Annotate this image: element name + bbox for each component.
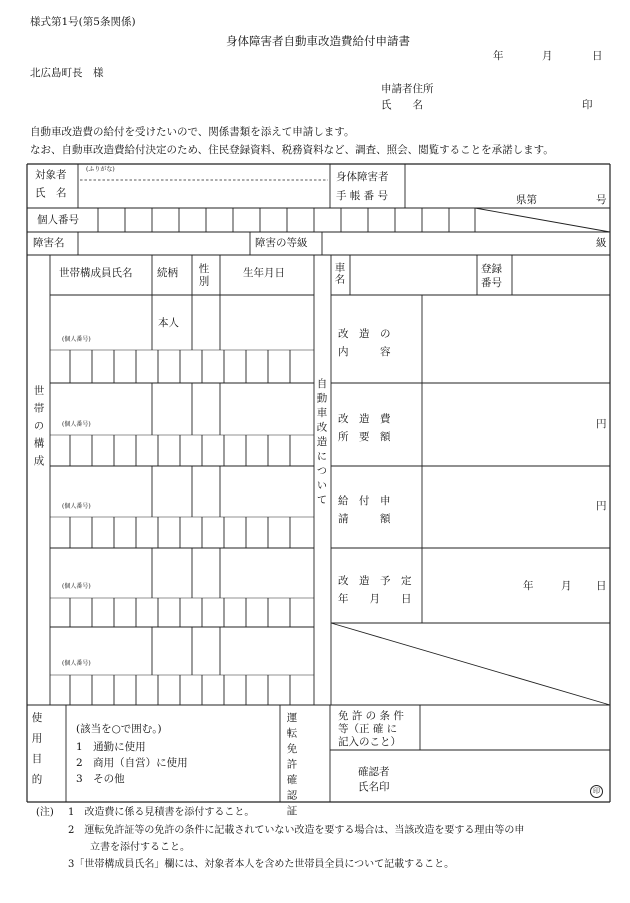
date-year[interactable]: 年 [493, 50, 504, 62]
confirmer-seal-icon: 印 [590, 785, 603, 798]
registration-number-label: 登録番号 [481, 263, 502, 289]
addressee: 北広島町長 様 [30, 67, 104, 79]
header-dob: 生年月日 [243, 267, 285, 279]
benefit-yen: 円 [596, 500, 607, 512]
applicant-address-label: 申請者住所 [381, 83, 434, 95]
form-title: 身体障害者自動車改造費給付申請書 [226, 34, 410, 48]
car-name-label: 車名 [333, 262, 346, 285]
date-month[interactable]: 月 [542, 50, 553, 62]
member-personal-number-1: (個人番号) [62, 336, 91, 343]
modification-content-label: 改 造 の 内 容 [338, 328, 391, 358]
date-day[interactable]: 日 [592, 50, 603, 62]
intro-line-1: 自動車改造費の給付を受けたいので、関係書類を添えて申請します。 [30, 126, 355, 138]
header-sex: 性別 [197, 263, 210, 288]
personal-number-label: 個人番号 [37, 214, 79, 226]
intro-line-2: なお、自動車改造費給付決定のため、住民登録資料、税務資料など、調査、照会、閲覧することを承諾します。 [30, 144, 554, 156]
applicant-name-label: 氏 名 [381, 99, 423, 111]
header-relation: 続柄 [157, 267, 178, 279]
furigana-label: (ふりがな) [86, 166, 115, 173]
disability-name-label: 障害名 [33, 237, 65, 249]
note-2-cont: 立書を添付すること。 [90, 842, 190, 853]
purpose-option-1[interactable]: 1 通勤に使用 [76, 741, 146, 753]
member-personal-number-2: (個人番号) [62, 421, 91, 428]
cost-yen: 円 [596, 418, 607, 430]
license-conditions-label: 免 許 の 条 件 等（正 確 に 記入のこと） [338, 710, 404, 748]
confirmer-label: 確認者 氏名印 [358, 766, 390, 793]
header-member-name: 世帯構成員氏名 [59, 267, 133, 279]
benefit-requested-label: 給 付 申 請 額 [338, 495, 391, 525]
vehicle-section-label: 自動車改造について [315, 378, 328, 509]
seal-mark: 印 [582, 99, 593, 111]
self-relation: 本人 [158, 317, 179, 329]
note-1: 1 改造費に係る見積書を添付すること。 [68, 807, 255, 818]
purpose-instruction: (該当を○で囲む。) [76, 723, 162, 735]
disability-grade-label: 障害の等級 [255, 237, 308, 249]
license-label: 運転免許確認証 [285, 712, 298, 821]
form-number: 様式第1号(第5条関係) [30, 16, 136, 28]
member-personal-number-4: (個人番号) [62, 583, 91, 590]
subject-name-label: 氏 名 [35, 187, 67, 199]
member-personal-number-3: (個人番号) [62, 503, 91, 510]
scheduled-year[interactable]: 年 [523, 580, 534, 592]
notes-heading: (注) [36, 807, 54, 818]
cost-required-label: 改 造 費 所 要 額 [338, 413, 391, 443]
handbook-label-1: 身体障害者 [336, 171, 389, 183]
purpose-option-2[interactable]: 2 商用（自営）に使用 [76, 757, 188, 769]
note-2: 2 運転免許証等の免許の条件に記載されていない改造を要する場合は、当該改造を要する理由等の申 [68, 825, 525, 836]
household-section-label: 世帯の構成 [32, 385, 45, 473]
subject-label: 対象者 [35, 169, 67, 181]
handbook-number-suffix: 号 [596, 194, 607, 206]
purpose-label: 使用目的 [30, 712, 43, 794]
scheduled-month[interactable]: 月 [561, 580, 572, 592]
scheduled-date-label: 改 造 予 定 年 月 日 [338, 575, 412, 605]
note-3: 3「世帯構成員氏名」欄には、対象者本人を含めた世帯員全員について記載すること。 [68, 859, 455, 870]
prefecture-label: 県第 [516, 194, 537, 206]
scheduled-day[interactable]: 日 [596, 580, 607, 592]
grade-suffix: 級 [596, 237, 607, 249]
purpose-option-3[interactable]: 3 その他 [76, 773, 125, 785]
member-personal-number-5: (個人番号) [62, 660, 91, 667]
handbook-label-2: 手 帳 番 号 [336, 190, 389, 202]
